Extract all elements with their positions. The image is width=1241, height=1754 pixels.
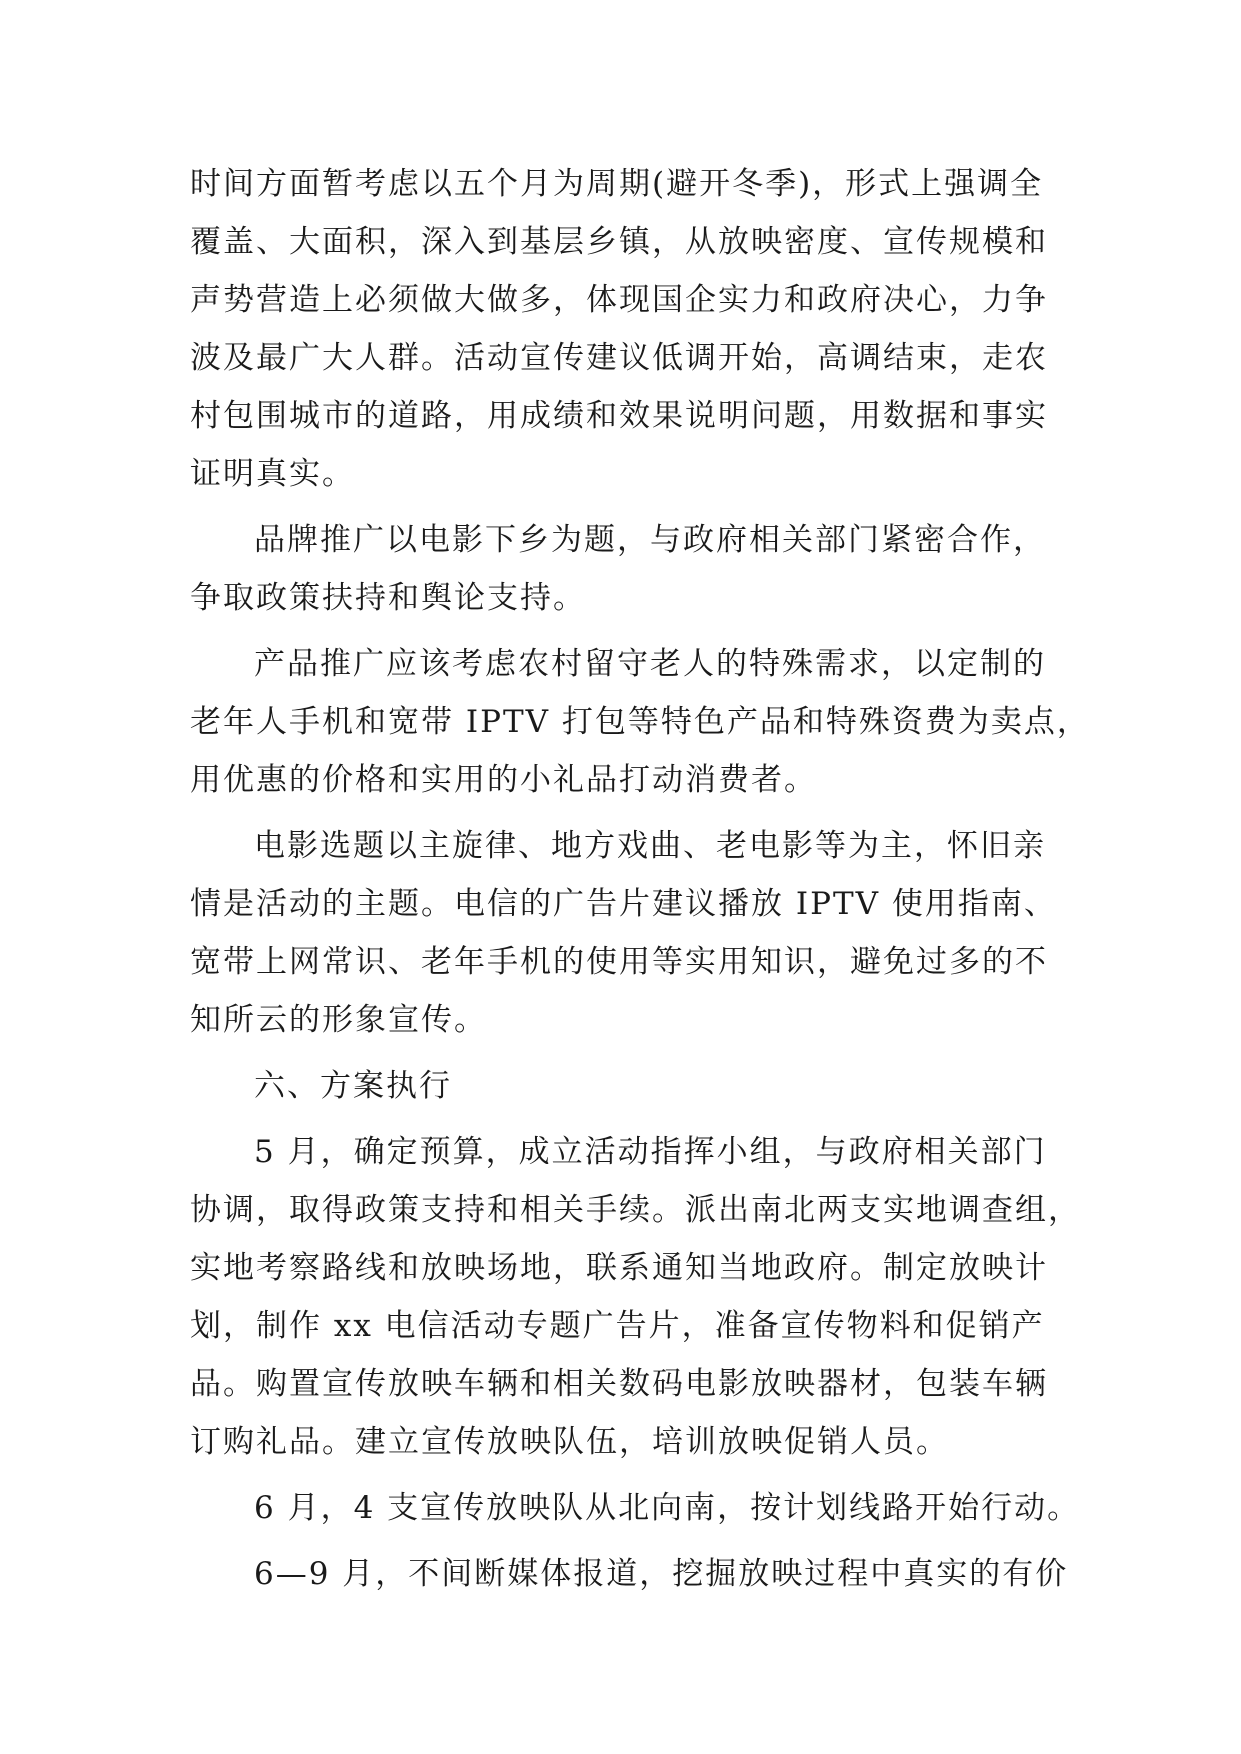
paragraph-gap [190,1115,1060,1123]
text-line: 证明真实。 [190,456,355,492]
text-line: 波及最广大人群。活动宣传建议低调开始，高调结束，走农 [190,340,1048,376]
paragraph-gap [190,627,1060,635]
text-line: 协调，取得政策支持和相关手续。派出南北两支实地调查组， [190,1192,1081,1228]
text-line: 划，制作 xx 电信活动专题广告片，准备宣传物料和促销产 [190,1308,1045,1344]
text-line: 6—9 月，不间断媒体报道，挖掘放映过程中真实的有价 [254,1556,1069,1592]
paragraph-gap [190,809,1060,817]
text-line: 产品推广应该考虑农村留守老人的特殊需求，以定制的 [254,646,1046,682]
text-line: 情是活动的主题。电信的广告片建议播放 IPTV 使用指南、 [190,886,1057,922]
text-line: 时间方面暂考虑以五个月为周期(避开冬季)，形式上强调全 [190,166,1044,202]
text-line: 老年人手机和宽带 IPTV 打包等特色产品和特殊资费为卖点， [190,704,1090,740]
text-line: 覆盖、大面积，深入到基层乡镇，从放映密度、宣传规模和 [190,224,1048,260]
text-line: 争取政策扶持和舆论支持。 [190,580,586,616]
text-line: 知所云的形象宣传。 [190,1002,487,1038]
text-line: 声势营造上必须做大做多，体现国企实力和政府决心，力争 [190,282,1048,318]
document-body [190,155,1090,1603]
text-line: 实地考察路线和放映场地，联系通知当地政府。制定放映计 [190,1250,1048,1286]
text-line: 用优惠的价格和实用的小礼品打动消费者。 [190,762,817,798]
text-line: 宽带上网常识、老年手机的使用等实用知识，避免过多的不 [190,944,1048,980]
text-line: 电影选题以主旋律、地方戏曲、老电影等为主，怀旧亲 [254,828,1046,864]
text-line: 村包围城市的道路，用成绩和效果说明问题，用数据和事实 [190,398,1048,434]
section-heading: 六、方案执行 [254,1068,452,1104]
text-line: 品牌推广以电影下乡为题，与政府相关部门紧密合作， [254,522,1046,558]
text-line: 6 月，4 支宣传放映队从北向南，按计划线路开始行动。 [254,1490,1081,1526]
paragraph-gap [190,1537,1060,1545]
paragraph-gap [190,1471,1060,1479]
paragraph-gap [190,503,1060,511]
text-line: 品。购置宣传放映车辆和相关数码电影放映器材，包装车辆 [190,1366,1048,1402]
text-line: 订购礼品。建立宣传放映队伍，培训放映促销人员。 [190,1424,949,1460]
text-line: 5 月，确定预算，成立活动指挥小组，与政府相关部门 [254,1134,1047,1170]
paragraph-gap [190,1049,1060,1057]
